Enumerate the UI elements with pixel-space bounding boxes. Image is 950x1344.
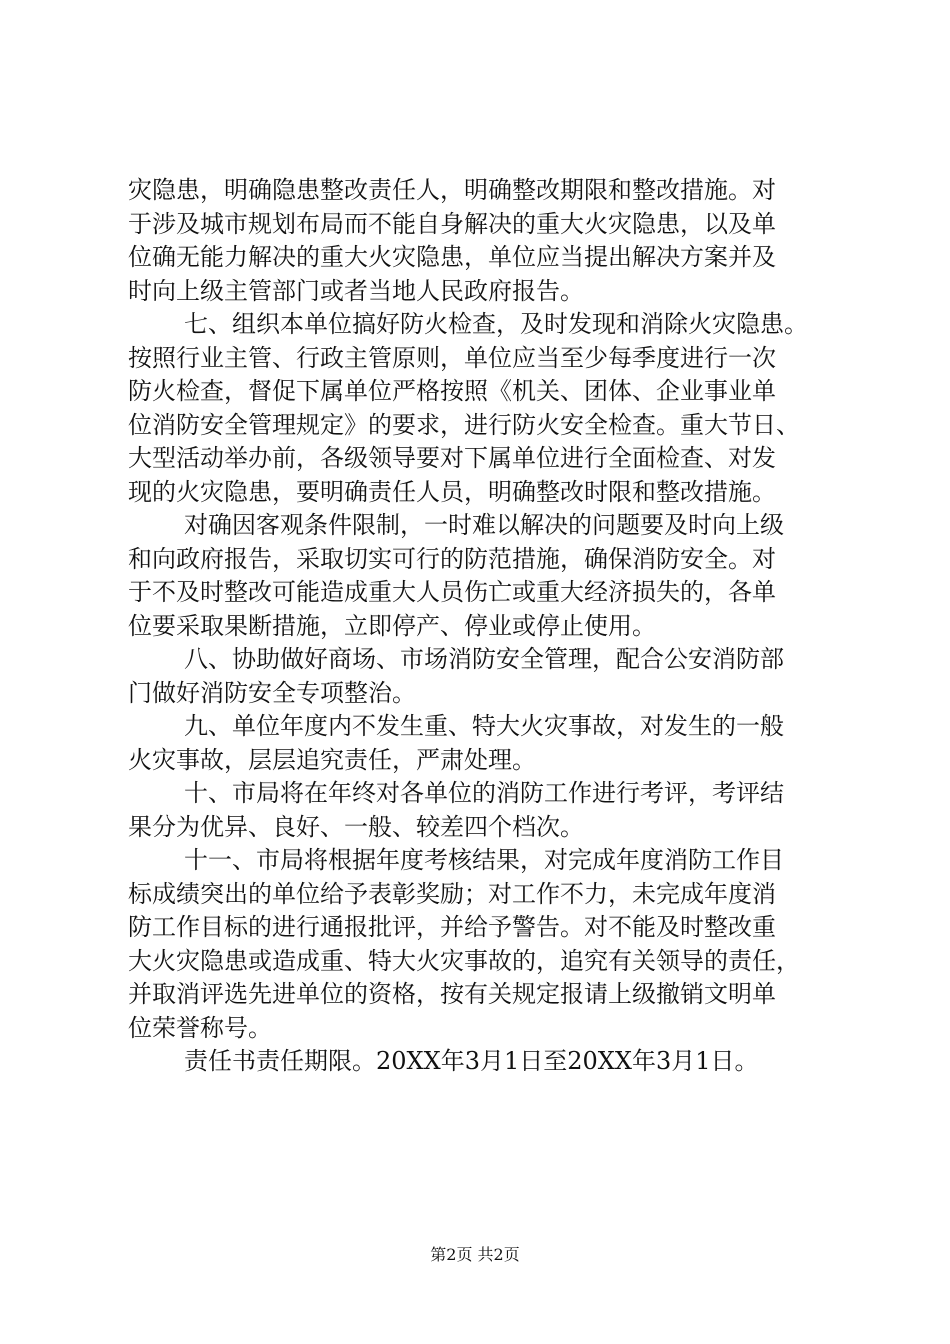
body-line: 十、市局将在年终对各单位的消防工作进行考评，考评结 [184, 779, 784, 807]
body-line: 防工作目标的进行通报批评，并给予警告。对不能及时整改重 [128, 913, 776, 941]
body-line: 于涉及城市规划布局而不能自身解决的重大火灾隐患，以及单 [128, 209, 776, 238]
body-line: 时向上级主管部门或者当地人民政府报告。 [128, 276, 584, 305]
body-line: 和向政府报告，采取切实可行的防范措施，确保消防安全。对 [128, 544, 776, 573]
body-line: 责任书责任期限。20XX年3月1日至20XX年3月1日。 [184, 1047, 759, 1075]
body-line: 大火灾隐患或造成重、特大火灾事故的，追究有关领导的责任， [128, 946, 800, 975]
body-line: 现的火灾隐患，要明确责任人员，明确整改时限和整改措施。 [128, 477, 776, 506]
body-line: 对确因客观条件限制，一时难以解决的问题要及时向上级 [184, 511, 784, 539]
body-line: 并取消评选先进单位的资格，按有关规定报请上级撤销文明单 [128, 980, 776, 1008]
page-number-footer: 第2页 共2页 [430, 1245, 520, 1264]
body-line: 果分为优异、良好、一般、较差四个档次。 [128, 812, 584, 841]
document-body [128, 174, 850, 1079]
body-line: 大型活动举办前，各级领导要对下属单位进行全面检查、对发 [128, 444, 776, 472]
body-line: 九、单位年度内不发生重、特大火灾事故，对发生的一般 [184, 712, 784, 740]
body-line: 位消防安全管理规定》的要求，进行防火安全检查。重大节日、 [128, 410, 800, 439]
body-line: 位确无能力解决的重大火灾隐患，单位应当提出解决方案并及 [128, 243, 776, 271]
body-line: 位荣誉称号。 [128, 1013, 272, 1042]
body-line: 七、组织本单位搞好防火检查，及时发现和消除火灾隐患。 [184, 310, 808, 338]
body-line: 灾隐患，明确隐患整改责任人，明确整改期限和整改措施。对 [128, 176, 776, 204]
body-line: 十一、市局将根据年度考核结果，对完成年度消防工作目 [184, 846, 784, 874]
body-line: 八、协助做好商场、市场消防安全管理，配合公安消防部 [184, 645, 784, 673]
body-line: 火灾事故，层层追究责任，严肃处理。 [128, 745, 536, 774]
body-line: 防火检查，督促下属单位严格按照《机关、团体、企业事业单 [128, 377, 776, 405]
body-line: 标成绩突出的单位给予表彰奖励；对工作不力，未完成年度消 [128, 879, 776, 908]
body-line: 门做好消防安全专项整治。 [128, 678, 416, 707]
body-line: 位要采取果断措施，立即停产、停业或停止使用。 [128, 611, 656, 640]
body-line: 按照行业主管、行政主管原则，单位应当至少每季度进行一次 [128, 343, 776, 372]
body-line: 于不及时整改可能造成重大人员伤亡或重大经济损失的，各单 [128, 578, 776, 606]
